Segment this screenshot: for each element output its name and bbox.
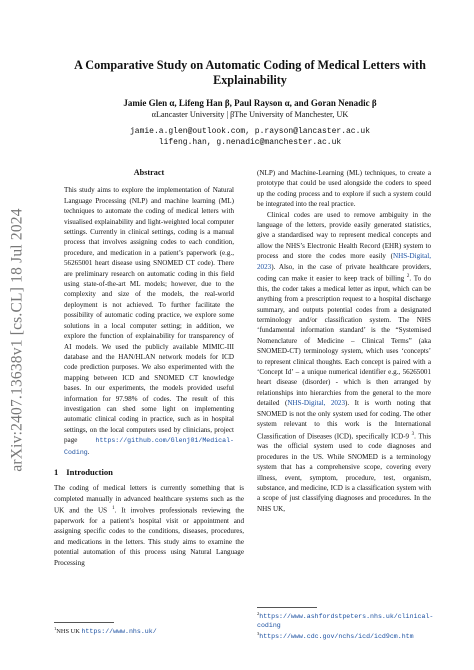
paragraph-text: ). Also, in the case of private healthcare providers, coding can make it easier to keep track of billing (257, 262, 431, 283)
abstract-body: This study aims to explore the implementation of Natural Language Processing (NLP) and machine learning (ML) techniques to automate the coding of medical letters with visualised explainability and light-weighted local computer settings. Currently in clinical settings, coding is a manual process that involves assigning codes to each condition, procedure, and medication in a patient’s paperwork (e.g., 56265001 heart disease using SNOMED CT code). There are preliminary research on automatic coding in this field using state-of-the-art ML models; however, due to the complexity and size of the models, the real-world deployment is not achieved. To further facilitate the possibility of automatic coding practice, we explore some solutions in a local computer setting; in addition, we explore the function of explainability for transparency of AI models. We used the publicly available MIMIC-III database and the HAN/HLAN network models for ICD code prediction purposes. We also experimented with the mapping between ICD and SNOMED CT knowledge bases. In our experiments, the models provided useful information for 97.98% of codes. The result of this investigation can shed some light on implementing automatic clinical coding in practice, such as in hospital settings, on the local computers used by clinicians, project page (64, 186, 234, 445)
email-line: lifeng.han, g.nenadic@manchester.ac.uk (158, 138, 342, 147)
citation-link[interactable]: NHS-Digital, 2023 (257, 252, 431, 271)
email-block (40, 126, 460, 148)
intro-paragraph (54, 483, 244, 568)
footnote-link[interactable]: https://www.nhs.uk/ (81, 628, 157, 636)
footnote-link[interactable]: https://www.ashfordstpeters.nhs.uk/clinical-coding (257, 613, 434, 629)
footnote-label: NHS UK (56, 628, 82, 636)
affiliation-line: αLancaster University | βThe University of Manchester, UK (151, 110, 349, 119)
citation-link[interactable]: NHS-Digital, 2023 (287, 399, 346, 408)
paper-title: A Comparative Study on Automatic Coding of Medical Letters with Explainability (74, 58, 426, 87)
footnote-link[interactable]: https://www.cdc.gov/nchs/icd/icd9cm.htm (259, 633, 414, 641)
right-column (257, 168, 431, 514)
section-number: 1 (54, 466, 59, 477)
abstract-end: . (87, 447, 90, 456)
arxiv-id: arXiv:2407.13638v1 [cs.CL] 18 Jul 2024 (9, 208, 27, 472)
footnote-number: 3 (257, 631, 260, 637)
footnote-3 (257, 630, 431, 642)
footnote-number: 1 (54, 626, 57, 631)
paragraph-text: Clinical codes are used to remove ambiguity in the language of the letters, provide easily generated statistics, give a standardised way to represent medical concepts and allow the NHS’s Electronic Health Record (EHR) system to process and store the codes more easily ( (257, 210, 431, 261)
abstract-heading: Abstract (133, 168, 165, 177)
clinical-codes-paragraph (257, 210, 431, 515)
footnote-rule (54, 622, 114, 623)
paragraph-text: . This was the official system used to code diagnoses and procedures in the US. While SNOMED is a terminology system that has a comprehensive scope, covering every illness, event, symptom, procedure, test, organism, substance, and medicine, ICD is a classification system with a scope of just classifying diagnoses and procedures. In the NHS UK, (257, 431, 431, 513)
footnote-2-3 (257, 610, 434, 642)
left-column (54, 168, 244, 568)
footnote-2 (257, 610, 434, 630)
footnote-marker[interactable]: 1 (112, 506, 115, 512)
abstract-text (64, 185, 234, 458)
paragraph-text: ). It is worth noting that SNOMED is not the only system used for coding. The other system relevant to this work is the International Classification of Diseases (ICD), specifically ICD-9 (257, 399, 431, 440)
intro-text: The coding of medical letters is currently something that is completed manually in advanced healthcare systems such as the UK and the US (54, 484, 244, 515)
section-heading-introduction (54, 467, 244, 477)
paragraph-text: . To do this, the coder takes a medical letter as input, which can be anything from a prescription request to a hospital discharge summary, and outputs potential codes from a designated terminology and/or classification system. The NHS ‘fundamental information standard’ is the “Systemised Nomenclature of Medicine – Clinical Terms” (aka SNOMED-CT) terminology system, which uses ‘concepts’ to represent clinical thoughts. Each concept is paired with a ‘Concept Id’ – a unique numerical identifier e.g., 56265001 heart disease (disorder) - which is then arranged by relationships into hierarchies from the general to the more detailed ( (257, 274, 432, 408)
project-link[interactable]: https://github.com/Glenj01/Medical-Coding (64, 437, 234, 456)
author-list: Jamie Glen α, Lifeng Han β, Paul Rayson α, and Goran Nenadic β (123, 98, 377, 108)
footnote-number: 2 (257, 611, 260, 616)
intro-text: . It involves professionals reviewing the paperwork for a patient’s hospital visit or appointment and assigning specific codes to the conditions, diseases, procedures, and medications in the letters. This study aims to examine the potential automation of this process using Natural Language Processing (54, 506, 244, 567)
email-line: jamie.a.glen@outlook.com, p.rayson@lancaster.ac.uk (129, 127, 371, 136)
footnote-1 (54, 625, 244, 637)
section-title: Introduction (66, 466, 113, 477)
right-paragraph: (NLP) and Machine-Learning (ML) techniques, to create a prototype that could be used alongside the coders to speed up the coding process and to explore if such a system could be integrated into the real practice. (257, 169, 431, 209)
arxiv-sidebar (4, 130, 32, 550)
footnote-marker[interactable]: 2 (406, 274, 410, 280)
footnote-marker[interactable]: 3 (411, 431, 415, 437)
footnote-rule (257, 607, 317, 608)
